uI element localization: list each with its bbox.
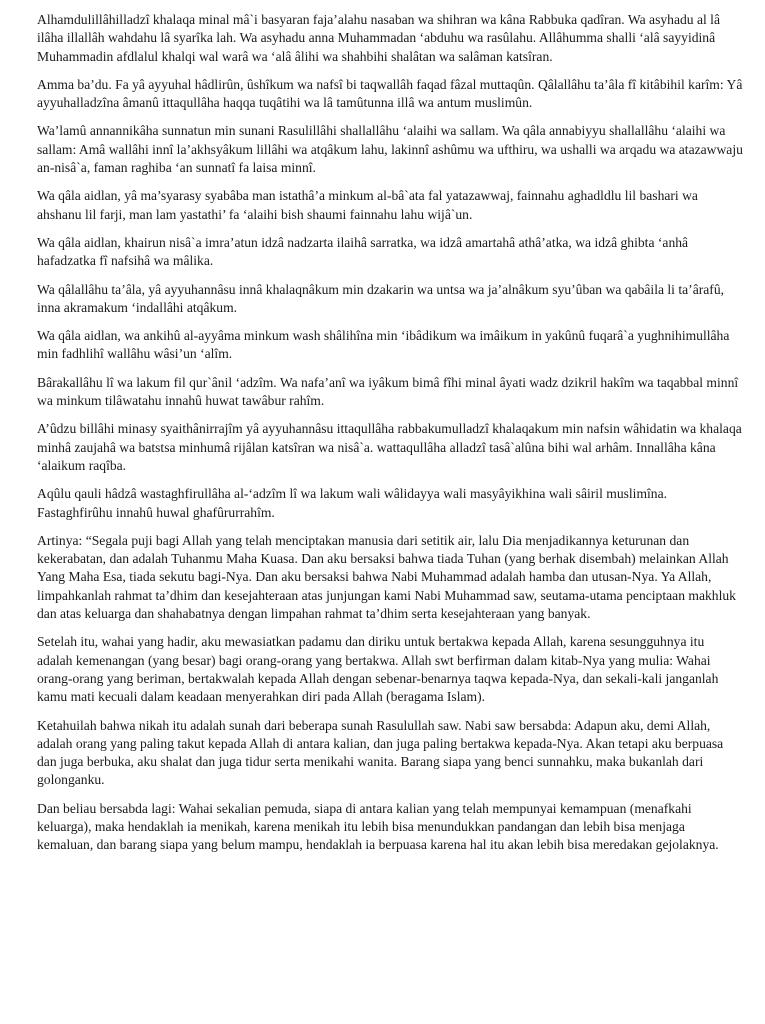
paragraph-artinya: Artinya: “Segala puji bagi Allah yang telah menciptakan manusia dari setitik air, lalu Dia menjadikannya keturunan dan kekerabatan, dan adalah Tuhanmu Maha Kuasa. Dan aku bersaksi bahwa tiada Tuhan (yang berhak disembah) melainkan Allah Yang Maha Esa, tiada sekutu bagi-Nya. Dan aku bersaksi bahwa Nabi Muhammad adalah hamba dan utusan-Nya. Ya Allah, limpahkanlah rahmat ta’dhim dan kesejahteraan atas junjungan kami Nabi Muhammad saw, seutama-utama penciptaan makhluk dan atas keluarga dan shahabatnya dengan limpahan rahmat ta’dhim serta kesejahteraan yang banyak. <box>37 532 736 622</box>
paragraph-barakallah: Bârakallâhu lî wa lakum fil qur`ânil ‘adzîm. Wa nafa’anî wa iyâkum bimâ fîhi minal âyati wadz dzikril hakîm wa taqabbal minnî wa minkum tilâwatahu innahû huwat tawâbur rahîm. <box>37 374 739 409</box>
paragraph-aqulu-qauli: Aqûlu qauli hâdzâ wastaghfirullâha al-‘adzîm lî wa lakum wali wâlidayya wali masyâyikhina wali sâiril muslimîna. Fastaghfirûhu innahû huwal ghafûrurrahîm. <box>37 486 668 520</box>
paragraph-hadith-nisa: Wa qâla aidlan, khairun nisâ`a imra’atun idzâ nadzarta ilaihâ sarratka, wa idzâ amartahâ athâ’atka, wa idzâ ghibta ‘anhâ hafadzatka fî nafsihâ wa mâlika. <box>37 234 689 269</box>
paragraph-ayah-hujurat: Wa qâlallâhu ta’âla, yâ ayyuhannâsu innâ khalaqnâkum min dzakarin wa untsa wa ja’alnâkum syu’ûban wa qabâila li ta’ârafû, inna akramakum ‘indallâhi atqâkum. <box>37 281 725 315</box>
paragraph-sunnah-nikah: Wa’lamû annannikâha sunnatun min sunani Rasulillâhi shallallâhu ‘alaihi wa sallam. Wa qâla annabiyyu shallallâhu ‘alaihi wa sallam: Amâ wallâhi innî la’akhsyâkum lillâhi wa atqâkum lahu, lakinnî ashûmu wa ufthiru, wa ushalli wa arqadu wa atazawwaju an-nisâ`a, faman raghiba ‘an sunnatî fa laisa minnî. <box>37 123 743 176</box>
paragraph-ketahuilah: Ketahuilah bahwa nikah itu adalah sunah dari beberapa sunah Rasulullah saw. Nabi saw bersabda: Adapun aku, demi Allah, adalah orang yang paling takut kepada Allah di antara kalian, dan juga paling bertakwa kepada-Nya. Akan tetapi aku berpuasa dan juga berbuka, aku shalat dan juga tidur serta menikahi wanita. Barang siapa yang benci sunnahku, maka bukanlah dari golonganku. <box>37 717 724 788</box>
paragraph-ayah-nur: Wa qâla aidlan, wa ankihû al-ayyâma minkum wash shâlihîna min ‘ibâdikum wa imâikum in yakûnû fuqarâ`a yughnihimullâha min fadhlihî wallâhu wâsi’un ‘alîm. <box>37 328 730 362</box>
paragraph-amma-badu: Amma ba’du. Fa yâ ayyuhal hâdlirûn, ûshîkum wa nafsî bi taqwallâh faqad fâzal muttaqûn. Qâlallâhu ta’âla fî kitâbihil karîm: Yâ ayyuhalladzîna âmanû ittaqullâha haqqa tuqâtihi wa lâ tamûtunna illâ wa antum muslimûn. <box>37 76 743 111</box>
paragraph-audzu-billah: A’ûdzu billâhi minasy syaithânirrajîm yâ ayyuhannâsu ittaqullâha rabbakumulladzî khalaqakum min nafsin wâhidatin wa khalaqa minhâ zaujahâ wa batstsa minhumâ rijâlan katsîran wa nisâ`a. wattaqullâha alladzî tasâ`alûna bihi wal arhâm. Innallâha kâna ‘alaikum raqîba. <box>37 421 742 473</box>
paragraph-hadith-syabab: Wa qâla aidlan, yâ ma’syarasy syabâba man istathâ’a minkum al-bâ`ata fal yatazawwaj, fainnahu aghadldlu lil bashari wa ahshanu lil farji, man lam yastathi’ fa ‘alaihi bish shaumi fainnahu lahu wijâ`un. <box>37 188 698 222</box>
paragraph-setelah-itu: Setelah itu, wahai yang hadir, aku mewasiatkan padamu dan diriku untuk bertakwa kepada Allah, karena sesungguhnya itu adalah kemenangan (yang besar) bagi orang-orang yang bertakwa. Allah swt berfirman dalam kitab-Nya yang mulia: Wahai orang-orang yang beriman, bertakwalah kepada Allah dengan sebenar-benarnya taqwa kepada-Nya, dan sekali-kali janganlah kamu mati kecuali dalam keadaan menyerahkan diri pada Allah (beragama Islam). <box>37 634 719 705</box>
paragraph-arabic-opening: Alhamdulillâhilladzî khalaqa minal mâ`i basyaran faja’alahu nasaban wa shihran wa kâna Rabbuka qadîran. Wa asyhadu al lâ ilâha illallâh wahdahu lâ syarîka lah. Wa asyhadu anna Muhammadan ‘abduhu wa rasûlahu. Allâhumma shalli ‘alâ sayyidinâ Muhammadin afdlalul khalqi wal warâ wa ‘alâ âlihi wa shahbihi shalâtan wa salâman katsîran. <box>37 12 720 64</box>
paragraph-dan-beliau: Dan beliau bersabda lagi: Wahai sekalian pemuda, siapa di antara kalian yang telah mempunyai kemampuan (menafkahi keluarga), maka hendaklah ia menikah, karena menikah itu lebih bisa menundukkan pandangan dan lebih bisa menjaga kemaluan, dan barang siapa yang belum mampu, hendaklah ia berpuasa karena hal itu akan lebih bisa meredakan gejolaknya. <box>37 800 719 853</box>
